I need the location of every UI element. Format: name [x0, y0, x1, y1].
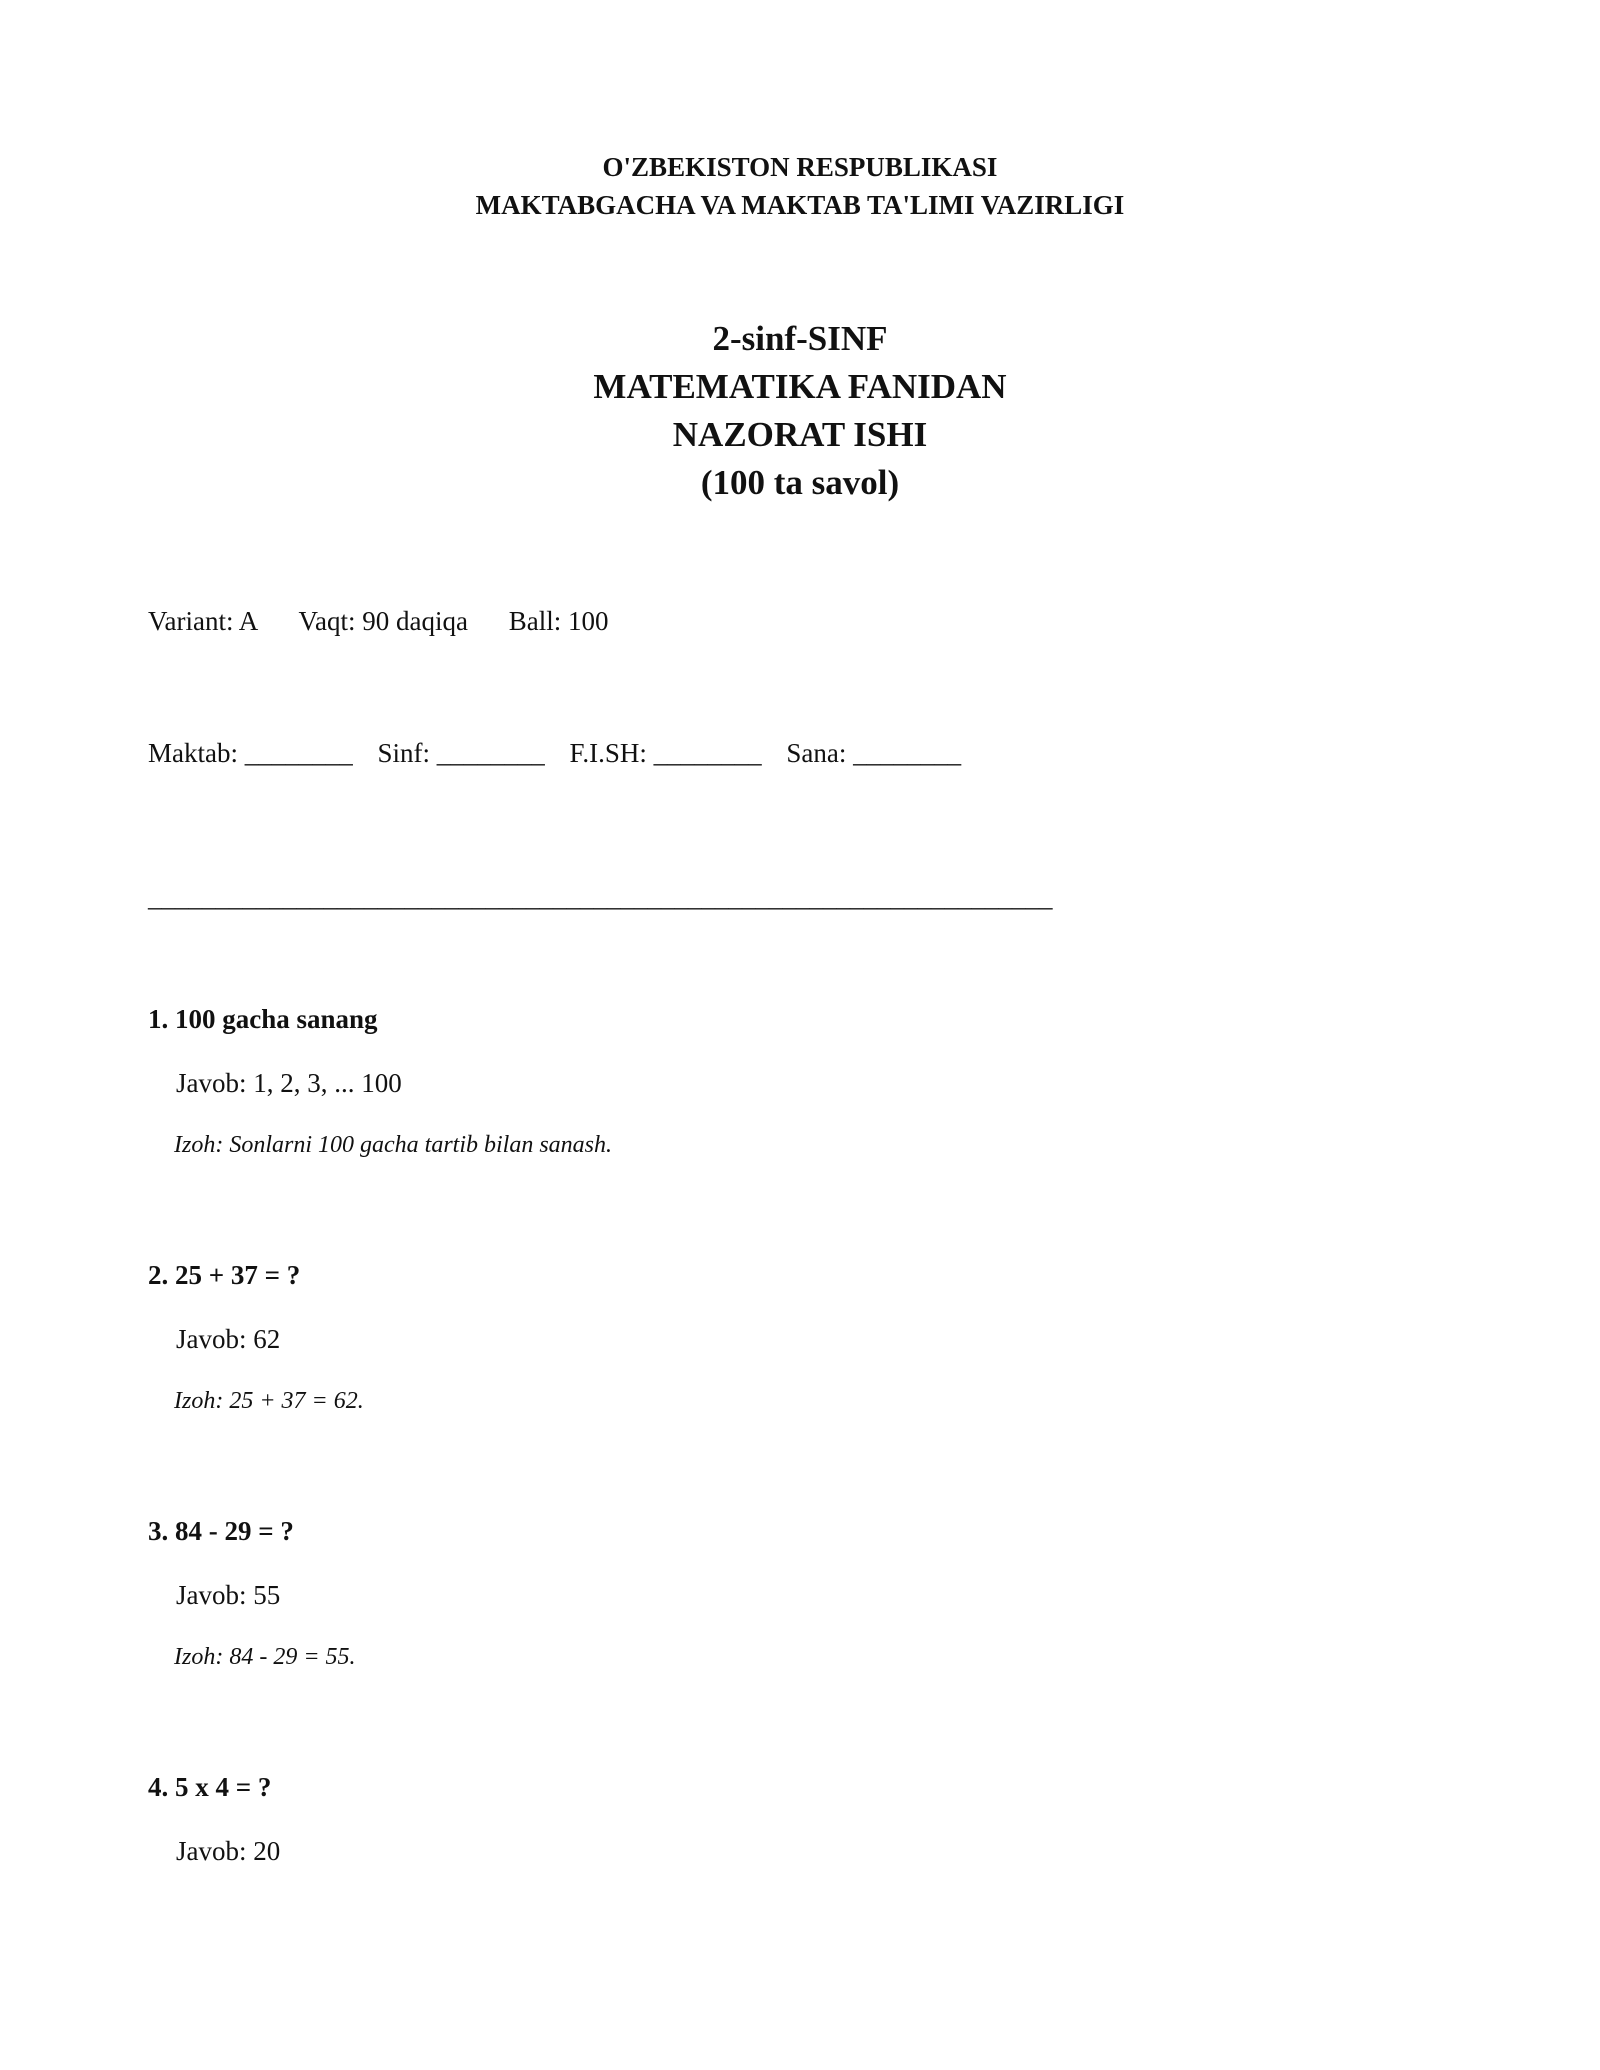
question-note: Izoh: 25 + 37 = 62. — [174, 1388, 364, 1414]
question-answer: Javob: 62 — [176, 1324, 281, 1354]
title-grade: 2-sinf-SINF — [712, 319, 888, 358]
section-divider: ___________________________________________________________________ — [148, 882, 1053, 912]
variant-label: Variant: A — [148, 606, 259, 636]
ministry-header-line-2: MAKTABGACHA VA MAKTAB TA'LIMI VAZIRLIGI — [475, 190, 1125, 220]
date-field: Sana: ________ — [786, 738, 962, 768]
title-question-count: (100 ta savol) — [700, 463, 900, 502]
ministry-header — [0, 148, 1600, 224]
question-note: Izoh: 84 - 29 = 55. — [174, 1644, 356, 1670]
question-text: 1. 100 gacha sanang — [148, 1004, 378, 1034]
question-answer: Javob: 1, 2, 3, ... 100 — [176, 1068, 402, 1098]
question-answer: Javob: 55 — [176, 1580, 281, 1610]
name-field: F.I.SH: ________ — [569, 738, 762, 768]
question-item — [148, 1512, 1448, 1768]
school-field: Maktab: ________ — [148, 738, 353, 768]
question-note: Izoh: Sonlarni 100 gacha tartib bilan sanash. — [174, 1132, 613, 1158]
title-subject: MATEMATIKA FANIDAN — [593, 367, 1007, 406]
score-label: Ball: 100 — [508, 606, 609, 636]
title-type: NAZORAT ISHI — [672, 415, 928, 454]
question-item — [148, 1256, 1448, 1512]
question-answer: Javob: 20 — [176, 1836, 281, 1866]
question-item — [148, 1000, 1448, 1256]
question-text: 4. 5 x 4 = ? — [148, 1772, 272, 1802]
question-text: 2. 25 + 37 = ? — [148, 1260, 301, 1290]
student-fields — [148, 734, 979, 772]
question-text: 3. 84 - 29 = ? — [148, 1516, 294, 1546]
question-item — [148, 1768, 1448, 2024]
time-label: Vaqt: 90 daqiqa — [298, 606, 468, 636]
exam-meta — [148, 602, 642, 640]
document-title — [0, 315, 1600, 507]
ministry-header-line-1: O'ZBEKISTON RESPUBLIKASI — [602, 152, 998, 182]
class-field: Sinf: ________ — [377, 738, 545, 768]
question-list — [148, 1000, 1448, 2024]
